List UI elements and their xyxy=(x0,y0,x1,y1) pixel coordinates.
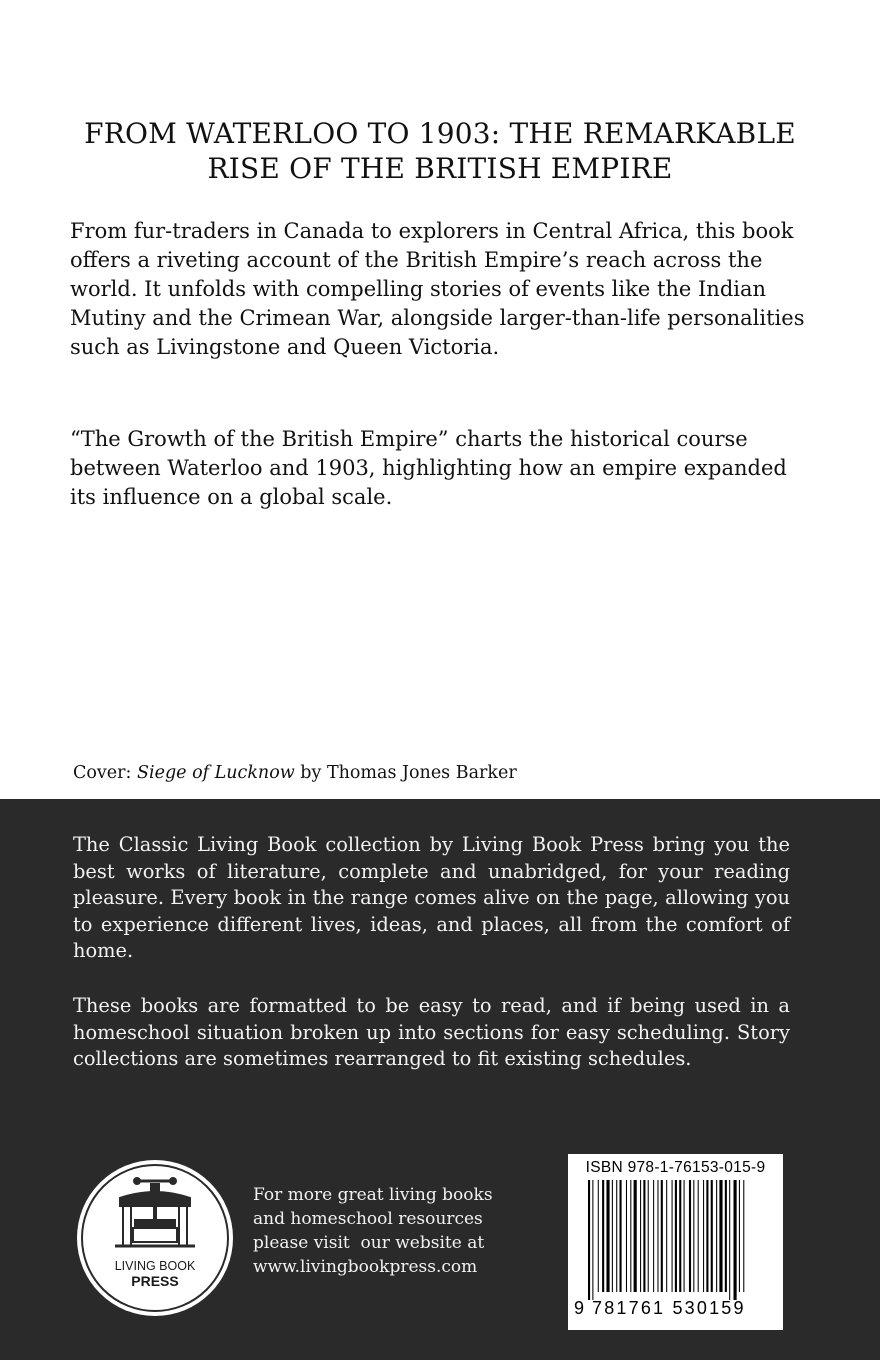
cover-credit-suffix: by Thomas Jones Barker xyxy=(294,763,517,783)
barcode-bar xyxy=(706,1180,708,1292)
barcode-bar xyxy=(653,1180,654,1292)
barcode-digits: 781761 530159 xyxy=(592,1298,746,1318)
barcode-bar xyxy=(626,1180,627,1292)
cover-artwork-title: Siege of Lucknow xyxy=(137,763,295,783)
barcode-bar xyxy=(630,1180,631,1292)
barcode-bar xyxy=(698,1180,699,1292)
barcode-bar xyxy=(657,1180,658,1292)
barcode-bar xyxy=(672,1180,673,1292)
barcode-bar xyxy=(725,1180,727,1292)
barcode-bar xyxy=(634,1180,637,1292)
cover-credit-prefix: Cover: xyxy=(73,763,137,783)
barcode-bar xyxy=(666,1180,667,1292)
barcode-bar xyxy=(661,1180,663,1292)
barcode-bar xyxy=(743,1180,744,1292)
barcode-bar xyxy=(588,1180,590,1300)
barcode-bar xyxy=(693,1180,694,1292)
barcode-bar xyxy=(719,1180,722,1292)
website-url: www.livingbookpress.com xyxy=(253,1257,478,1277)
barcode-bar xyxy=(616,1180,617,1292)
publisher-logo xyxy=(75,1158,235,1318)
promo-line-1: For more great living books xyxy=(253,1185,493,1205)
barcode-bar xyxy=(689,1180,691,1292)
barcode-bar xyxy=(602,1180,604,1292)
barcode-bar xyxy=(716,1180,717,1292)
barcode-first-digit: 9 xyxy=(574,1298,585,1318)
collection-paragraph-2: These books are formatted to be easy to read, and if being used in a homeschool situation broken up into sections for easy scheduling. Story collections are sometimes rearranged to fit existing schedules. xyxy=(73,994,790,1070)
book-title xyxy=(40,116,840,186)
isbn-barcode xyxy=(568,1154,783,1330)
barcode-bar xyxy=(734,1180,737,1300)
barcode-bar xyxy=(592,1180,593,1300)
barcode-bar xyxy=(684,1180,685,1292)
barcode-bar xyxy=(640,1180,641,1292)
barcode-bar xyxy=(643,1180,645,1292)
barcode-bar xyxy=(739,1180,740,1292)
barcode-bar xyxy=(729,1180,730,1300)
barcode-bar xyxy=(703,1180,704,1292)
promo-line-2: and homeschool resources xyxy=(253,1209,483,1229)
barcode-bar xyxy=(612,1180,613,1292)
barcode-bar xyxy=(711,1180,713,1292)
barcode-bar xyxy=(606,1180,609,1292)
description-paragraph-1: From fur-traders in Canada to explorers in Central Africa, this book offers a riveting account of the British Empire’s reach across the world. It unfolds with compelling stories of events like the Indian Mutiny and the Crimean War, alongside larger-than-life personalities such as Livingstone and Queen Victoria. xyxy=(70,219,805,359)
cover-credit xyxy=(73,763,517,783)
isbn-label: ISBN 978-1-76153-015-9 xyxy=(585,1159,766,1176)
logo-text-line-2: PRESS xyxy=(131,1273,179,1289)
logo-text-line-1: LIVING BOOK xyxy=(114,1259,196,1273)
barcode-bar xyxy=(620,1180,622,1292)
description-paragraph-2: “The Growth of the British Empire” charts the historical course between Waterloo and 1903, highlighting how an empire expanded its influence on a global scale. xyxy=(70,427,787,509)
barcode-bar xyxy=(648,1180,649,1292)
website-promo xyxy=(253,1183,513,1279)
title-line-1: FROM WATERLOO TO 1903: THE REMARKABLE xyxy=(84,117,796,150)
book-press-icon xyxy=(75,1158,235,1318)
barcode-bar xyxy=(675,1180,677,1292)
promo-line-3: please visit our website at xyxy=(253,1233,485,1253)
barcode-bar xyxy=(598,1180,599,1292)
barcode-bar xyxy=(679,1180,681,1292)
title-line-2: RISE OF THE BRITISH EMPIRE xyxy=(207,152,673,185)
collection-paragraph-1: The Classic Living Book collection by Living Book Press bring you the best works of literature, complete and unabridged, for your reading pleasure. Every book in the range comes alive on the page, allowing you to experience different lives, ideas, and places, all from the comfort of home. xyxy=(73,833,790,962)
barcode-bars xyxy=(574,1180,779,1300)
